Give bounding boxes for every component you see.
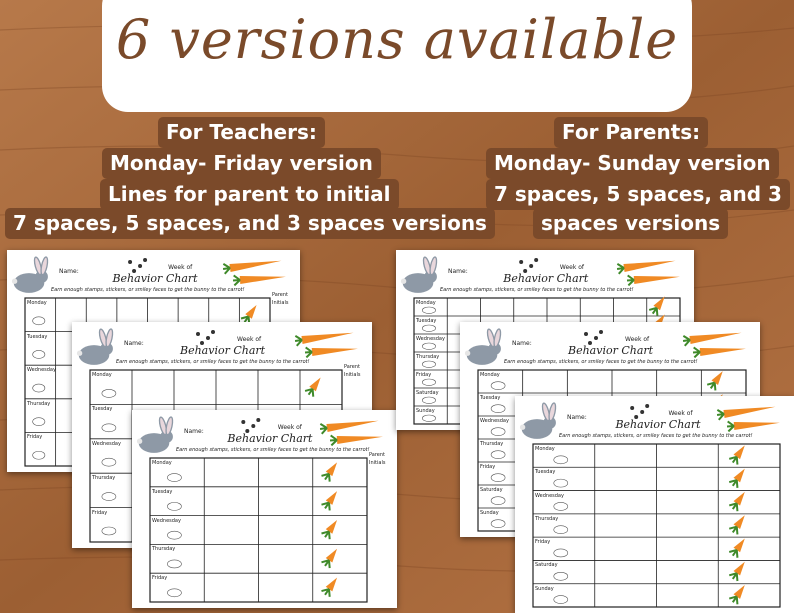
rabbit-outline-icon xyxy=(422,397,435,403)
day-label-thursday: Thursday xyxy=(535,515,559,522)
name-label: Name: xyxy=(124,340,144,347)
name-label: Name: xyxy=(512,340,532,347)
day-label-wednesday: Wednesday xyxy=(152,517,181,524)
day-label-friday: Friday xyxy=(27,434,43,441)
chart-subtitle: Earn enough stamps, stickers, or smiley faces to get the bunny to the carrot! xyxy=(176,447,370,453)
day-label-thursday: Thursday xyxy=(416,354,440,360)
bunny-icon xyxy=(465,329,502,365)
day-label-saturday: Saturday xyxy=(416,390,439,396)
rabbit-outline-icon xyxy=(554,526,568,534)
week-label: Week of xyxy=(625,336,650,343)
day-label-thursday: Thursday xyxy=(27,400,51,407)
rabbit-outline-icon xyxy=(554,572,568,580)
rabbit-outline-icon xyxy=(554,549,568,557)
rabbit-outline-icon xyxy=(102,493,116,501)
chart-title: Behavior Chart xyxy=(503,272,589,285)
chart-title: Behavior Chart xyxy=(180,344,266,357)
day-label-tuesday: Tuesday xyxy=(480,395,501,401)
initials-label: Initials xyxy=(344,372,361,378)
day-label-monday: Monday xyxy=(27,300,47,306)
bunny-icon xyxy=(401,257,438,293)
rabbit-outline-icon xyxy=(167,589,181,597)
rabbit-outline-icon xyxy=(422,343,435,349)
rabbit-outline-icon xyxy=(167,531,181,539)
day-label-friday: Friday xyxy=(416,372,432,378)
carrot-icon xyxy=(682,328,742,346)
day-label-sunday: Sunday xyxy=(416,408,435,414)
rabbit-outline-icon xyxy=(167,502,181,510)
carrot-icon xyxy=(294,328,354,346)
parent-label: Parent xyxy=(272,292,289,298)
day-label-tuesday: Tuesday xyxy=(535,469,556,476)
teachers-line-2: Lines for parent to initial xyxy=(100,179,399,210)
bunny-icon xyxy=(12,257,49,293)
name-label: Name: xyxy=(567,414,587,421)
day-label-tuesday: Tuesday xyxy=(27,333,48,340)
rabbit-outline-icon xyxy=(491,382,505,390)
teachers-line-1: Monday- Friday version xyxy=(102,148,381,179)
name-label: Name: xyxy=(448,268,468,275)
chart-title: Behavior Chart xyxy=(568,344,654,357)
week-label: Week of xyxy=(168,264,193,271)
paw-print-icon xyxy=(519,258,538,273)
paw-print-icon xyxy=(241,418,260,433)
chart-subtitle: Earn enough stamps, stickers, or smiley faces to get the bunny to the carrot! xyxy=(116,359,310,365)
row-carrot-icon xyxy=(321,517,341,540)
day-label-friday: Friday xyxy=(152,575,168,582)
day-label-tuesday: Tuesday xyxy=(92,406,113,413)
day-label-monday: Monday xyxy=(92,372,112,378)
carrot-icon xyxy=(693,344,747,358)
teacher-sheet-3-spaces xyxy=(132,410,397,608)
carrot-icon xyxy=(727,418,781,432)
day-label-tuesday: Tuesday xyxy=(152,488,173,495)
day-label-thursday: Thursday xyxy=(152,546,176,553)
rabbit-outline-icon xyxy=(491,405,505,413)
parents-line-1: Monday- Sunday version xyxy=(486,148,779,179)
paw-print-icon xyxy=(584,330,603,345)
name-label: Name: xyxy=(59,268,79,275)
teachers-line-3: 7 spaces, 5 spaces, and 3 spaces versions xyxy=(5,208,495,239)
rabbit-outline-icon xyxy=(102,424,116,432)
rabbit-outline-icon xyxy=(491,451,505,459)
rabbit-outline-icon xyxy=(102,458,116,466)
day-label-monday: Monday xyxy=(152,460,172,466)
rabbit-outline-icon xyxy=(33,317,45,325)
row-carrot-icon xyxy=(304,375,324,398)
row-carrot-icon xyxy=(729,512,749,535)
row-carrot-icon xyxy=(729,582,749,605)
row-carrot-icon xyxy=(729,536,749,559)
paw-print-icon xyxy=(630,404,649,419)
row-carrot-icon xyxy=(321,460,341,483)
rabbit-outline-icon xyxy=(422,379,435,385)
row-carrot-icon xyxy=(321,575,341,598)
paw-print-icon xyxy=(196,330,215,345)
day-label-friday: Friday xyxy=(92,509,108,516)
rabbit-outline-icon xyxy=(33,384,45,392)
carrot-icon xyxy=(627,272,681,286)
row-carrot-icon xyxy=(321,488,341,511)
bunny-icon xyxy=(77,329,114,365)
carrot-icon xyxy=(716,402,776,420)
rabbit-outline-icon xyxy=(491,474,505,482)
chart-subtitle: Earn enough stamps, stickers, or smiley faces to get the bunny to the carrot! xyxy=(51,287,245,293)
day-label-wednesday: Wednesday xyxy=(535,492,564,499)
parents-line-2: 7 spaces, 5 spaces, and 3 xyxy=(486,179,790,210)
chart-title: Behavior Chart xyxy=(227,432,313,445)
parent-sheet-3-spaces xyxy=(515,396,794,613)
rabbit-outline-icon xyxy=(554,479,568,487)
carrot-icon xyxy=(222,256,282,274)
carrot-icon xyxy=(616,256,676,274)
day-label-sunday: Sunday xyxy=(535,585,554,592)
teachers-heading: For Teachers: xyxy=(158,117,325,148)
rabbit-outline-icon xyxy=(491,497,505,505)
chart-subtitle: Earn enough stamps, stickers, or smiley faces to get the bunny to the carrot! xyxy=(440,287,634,293)
bunny-icon xyxy=(137,417,174,453)
day-label-wednesday: Wednesday xyxy=(416,336,445,342)
rabbit-outline-icon xyxy=(167,560,181,568)
rabbit-outline-icon xyxy=(491,520,505,528)
day-label-saturday: Saturday xyxy=(480,487,503,493)
day-label-sunday: Sunday xyxy=(480,510,499,516)
day-label-tuesday: Tuesday xyxy=(416,318,437,324)
rabbit-outline-icon xyxy=(554,502,568,510)
day-label-saturday: Saturday xyxy=(535,562,558,569)
bunny-icon xyxy=(520,403,557,439)
parent-label: Parent xyxy=(369,452,386,458)
initials-label: Initials xyxy=(369,460,386,466)
carrot-icon xyxy=(330,432,384,446)
day-label-monday: Monday xyxy=(535,446,555,452)
carrot-icon xyxy=(319,416,379,434)
day-label-monday: Monday xyxy=(416,300,436,306)
day-label-thursday: Thursday xyxy=(480,441,504,447)
chart-title: Behavior Chart xyxy=(615,418,701,431)
initials-label: Initials xyxy=(272,300,289,306)
rabbit-outline-icon xyxy=(554,596,568,604)
rabbit-outline-icon xyxy=(33,451,45,459)
row-carrot-icon xyxy=(321,546,341,569)
rabbit-outline-icon xyxy=(102,527,116,535)
chart-title: Behavior Chart xyxy=(112,272,198,285)
week-label: Week of xyxy=(237,336,262,343)
row-carrot-icon xyxy=(729,442,749,465)
name-label: Name: xyxy=(184,428,204,435)
row-carrot-icon xyxy=(729,489,749,512)
rabbit-outline-icon xyxy=(33,418,45,426)
rabbit-outline-icon xyxy=(554,456,568,464)
rabbit-outline-icon xyxy=(102,389,116,397)
week-label: Week of xyxy=(277,424,302,431)
parents-line-3: spaces versions xyxy=(533,208,728,239)
week-label: Week of xyxy=(559,264,585,271)
week-label: Week of xyxy=(668,410,693,417)
rabbit-outline-icon xyxy=(33,350,45,358)
paw-print-icon xyxy=(128,258,147,273)
chart-subtitle: Earn enough stamps, stickers, or smiley faces to get the bunny to the carrot! xyxy=(504,359,698,365)
row-carrot-icon xyxy=(729,559,749,582)
day-label-wednesday: Wednesday xyxy=(480,418,509,424)
day-label-monday: Monday xyxy=(480,372,500,378)
rabbit-outline-icon xyxy=(167,474,181,482)
carrot-icon xyxy=(305,344,359,358)
parent-label: Parent xyxy=(344,364,361,370)
carrot-icon xyxy=(233,272,287,286)
day-label-friday: Friday xyxy=(535,539,551,546)
parents-heading: For Parents: xyxy=(554,117,708,148)
rabbit-outline-icon xyxy=(422,361,435,367)
rabbit-outline-icon xyxy=(422,307,435,313)
row-carrot-icon xyxy=(729,466,749,489)
chart-subtitle: Earn enough stamps, stickers, or smiley faces to get the bunny to the carrot! xyxy=(559,433,753,439)
day-label-wednesday: Wednesday xyxy=(27,367,56,374)
rabbit-outline-icon xyxy=(422,325,435,331)
rabbit-outline-icon xyxy=(422,415,435,421)
headline-text: 6 versions available xyxy=(115,8,679,71)
day-label-friday: Friday xyxy=(480,464,496,470)
row-carrot-icon xyxy=(707,368,727,391)
day-label-thursday: Thursday xyxy=(92,475,116,482)
row-carrot-icon xyxy=(649,294,669,317)
rabbit-outline-icon xyxy=(491,428,505,436)
day-label-wednesday: Wednesday xyxy=(92,440,121,447)
